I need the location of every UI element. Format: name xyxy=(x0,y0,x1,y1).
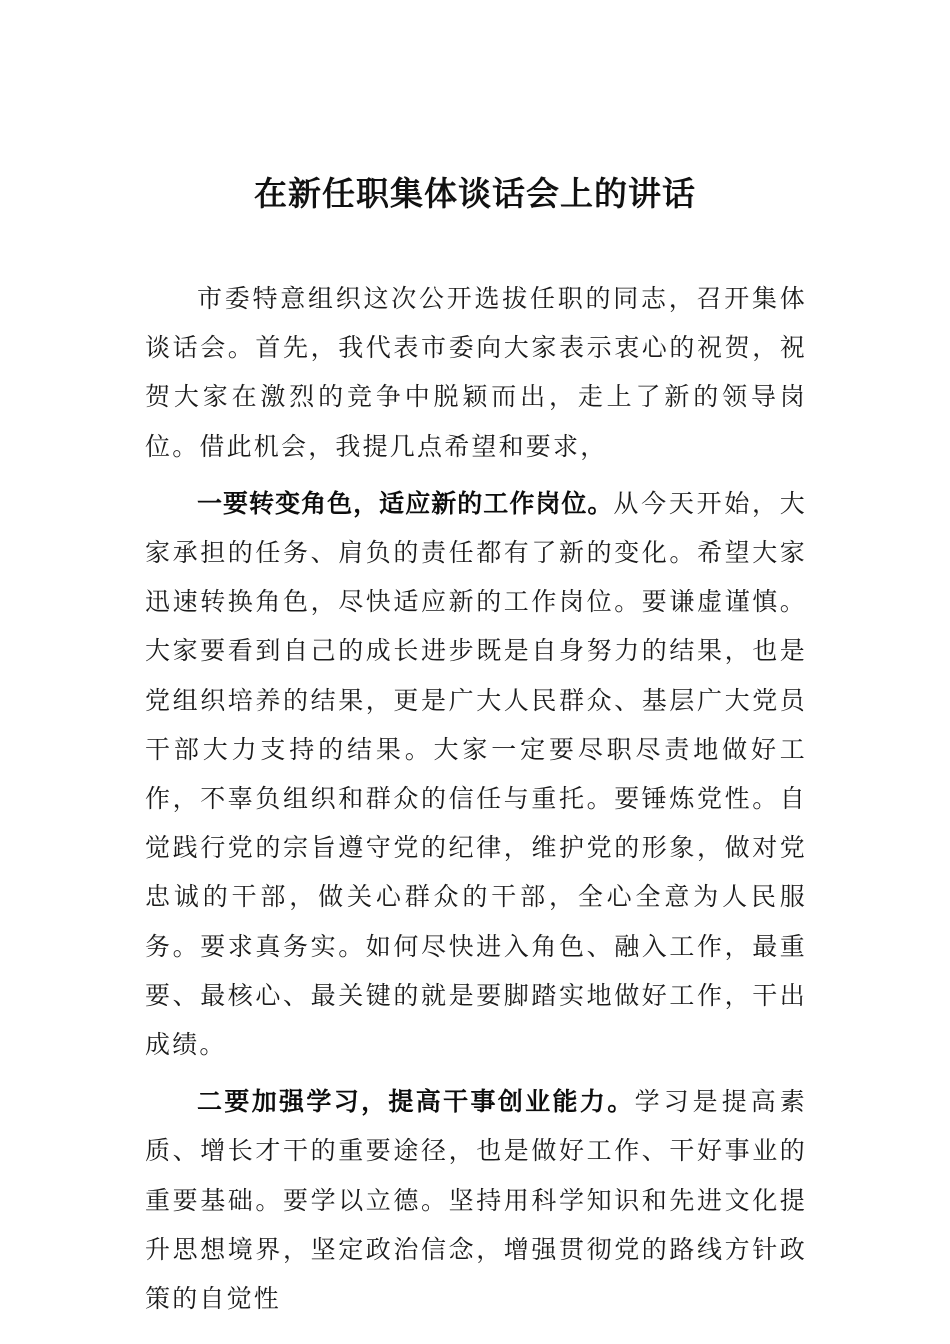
paragraph-lead: 一要转变角色，适应新的工作岗位。 xyxy=(197,488,614,518)
paragraph-point-one xyxy=(145,479,807,1069)
paragraph-text: 学习是提高素质、增长才干的重要途径，也是做好工作、干好事业的重要基础。要学以立德。坚持用科学知识和先进文化提升思想境界，坚定政治信念，增强贯彻党的路线方针政策的自觉性 xyxy=(145,1087,807,1314)
paragraph-intro xyxy=(145,274,807,471)
document-body xyxy=(145,274,807,1323)
paragraph-lead: 二要加强学习，提高干事创业能力。 xyxy=(197,1087,635,1117)
paragraph-text: 从今天开始，大家承担的任务、肩负的责任都有了新的变化。希望大家迅速转换角色，尽快适应新的工作岗位。要谦虚谨慎。大家要看到自己的成长进步既是自身努力的结果，也是党组织培养的结果，更是广大人民群众、基层广大党员干部大力支持的结果。大家一定要尽职尽责地做好工作，不辜负组织和群众的信任与重托。要锤炼党性。自觉践行党的宗旨遵守党的纪律，维护党的形象，做对党忠诚的干部，做关心群众的干部，全心全意为人民服务。要求真务实。如何尽快进入角色、融入工作，最重要、最核心、最关键的就是要脚踏实地做好工作，干出成绩。 xyxy=(145,488,807,1060)
paragraph-point-two xyxy=(145,1077,807,1323)
document-title: 在新任职集体谈话会上的讲话 xyxy=(254,174,696,213)
paragraph-text: 市委特意组织这次公开选拔任职的同志，召开集体谈话会。首先，我代表市委向大家表示衷心的祝贺，祝贺大家在激烈的竞争中脱颖而出，走上了新的领导岗位。借此机会，我提几点希望和要求， xyxy=(145,284,807,461)
